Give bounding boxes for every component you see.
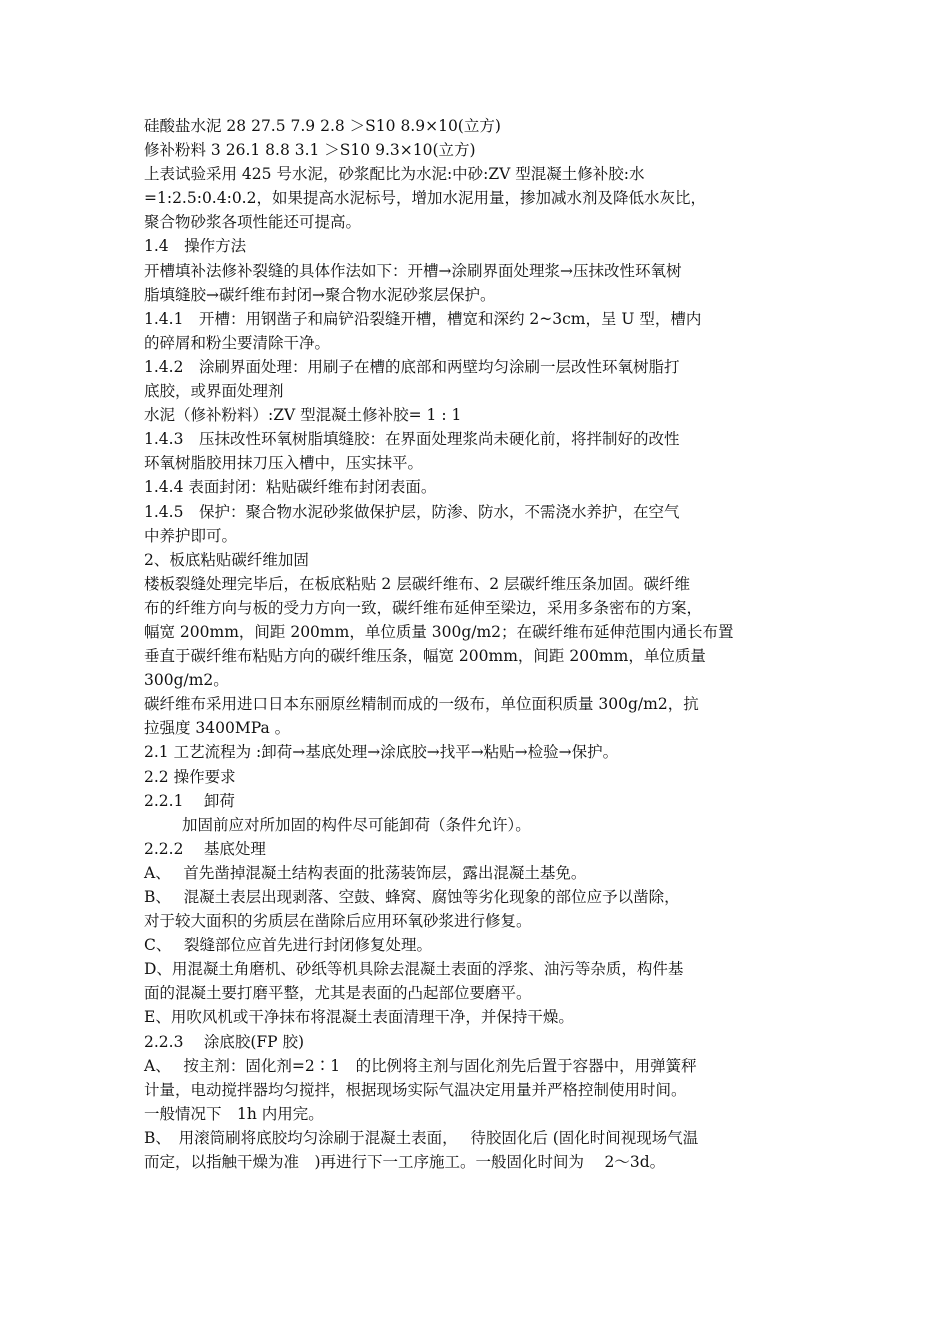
section-heading: 2.2 操作要求 <box>144 767 236 786</box>
text-line: 1.4.3 压抹改性环氧树脂填缝胶：在界面处理浆尚未硬化前，将拌制好的改性 <box>144 430 680 449</box>
text-line: 面的混凝土要打磨平整，尤其是表面的凸起部位要磨平。 <box>144 984 532 1003</box>
text-line: 楼板裂缝处理完毕后，在板底粘贴 2 层碳纤维布、2 层碳纤维压条加固。碳纤维 <box>144 574 691 593</box>
text-line: 修补粉料 3 26.1 8.8 3.1 ＞S10 9.3×10(立方) <box>144 141 476 160</box>
text-line: 1.4.2 涂刷界面处理：用刷子在槽的底部和两壁均匀涂刷一层改性环氧树脂打 <box>144 357 680 376</box>
text-line: 幅宽 200mm，间距 200mm，单位质量 300g/m2；在碳纤维布延伸范围内通长布置 <box>144 622 734 641</box>
text-line: 1.4.1 开槽：用钢凿子和扁铲沿裂缝开槽，槽宽和深约 2~3cm，呈 U 型，槽内 <box>144 309 702 328</box>
text-line: 上表试验采用 425 号水泥，砂浆配比为水泥:中砂:ZV 型混凝土修补胶:水 <box>144 165 645 184</box>
section-heading: 2、板底粘贴碳纤维加固 <box>144 550 309 569</box>
section-heading: 2.2.1 卸荷 <box>144 791 235 810</box>
text-line: 计量，电动搅拌器均匀搅拌，根据现场实际气温决定用量并严格控制使用时间。 <box>144 1080 687 1099</box>
text-line: 1.4.5 保护：聚合物水泥砂浆做保护层，防渗、防水，不需浇水养护，在空气 <box>144 502 680 521</box>
text-line: C、 裂缝部位应首先进行封闭修复处理。 <box>144 936 433 955</box>
text-line: D、用混凝土角磨机、砂纸等机具除去混凝土表面的浮浆、油污等杂质，构件基 <box>144 960 684 979</box>
text-line: 加固前应对所加固的构件尽可能卸荷（条件允许）。 <box>182 815 531 834</box>
text-line: 底胶，或界面处理剂 <box>144 382 284 401</box>
text-line: 开槽填补法修补裂缝的具体作法如下：开槽→涂刷界面处理浆→压抹改性环氧树 <box>144 261 682 280</box>
text-line: B、 用滚筒刷将底胶均匀涂刷于混凝土表面， 待胶固化后 (固化时间视现场气温 <box>144 1128 699 1147</box>
text-line: 对于较大面积的劣质层在凿除后应用环氧砂浆进行修复。 <box>144 912 532 931</box>
text-line: E、用吹风机或干净抹布将混凝土表面清理干净，并保持干燥。 <box>144 1008 574 1027</box>
text-line: 环氧树脂胶用抹刀压入槽中，压实抹平。 <box>144 454 424 473</box>
text-line: 脂填缝胶→碳纤维布封闭→聚合物水泥砂浆层保护。 <box>144 285 496 304</box>
text-line: A、 首先凿掉混凝土结构表面的批荡装饰层，露出混凝土基免。 <box>144 863 587 882</box>
text-line: 碳纤维布采用进口日本东丽原丝精制而成的一级布，单位面积质量 300g/m2，抗 <box>144 695 699 714</box>
text-line: 拉强度 3400MPa 。 <box>144 719 291 738</box>
section-heading: 1.4 操作方法 <box>144 237 247 256</box>
text-line: 中养护即可。 <box>144 526 238 545</box>
text-line: A、 按主剂：固化剂=2∶1 的比例将主剂与固化剂先后置于容器中，用弹簧秤 <box>144 1056 697 1075</box>
text-line: 1.4.4 表面封闭：粘贴碳纤维布封闭表面。 <box>144 478 437 497</box>
section-heading: 2.2.3 涂底胶(FP 胶) <box>144 1032 305 1051</box>
text-line: 布的纤维方向与板的受力方向一致，碳纤维布延伸至梁边，采用多条密布的方案， <box>144 598 703 617</box>
document-body <box>144 114 816 1174</box>
text-line: 硅酸盐水泥 28 27.5 7.9 2.8 ＞S10 8.9×10(立方) <box>144 117 501 135</box>
text-line: 而定，以指触干燥为准 )再进行下一工序施工。一般固化时间为 2～3d。 <box>144 1153 666 1172</box>
text-line: 的碎屑和粉尘要清除干净。 <box>144 333 331 352</box>
text-line: 2.1 工艺流程为 :卸荷→基底处理→涂底胶→找平→粘贴→检验→保护。 <box>144 743 619 762</box>
text-line: 垂直于碳纤维布粘贴方向的碳纤维压条，幅宽 200mm，间距 200mm，单位质量 <box>144 647 706 666</box>
text-line: 水泥（修补粉料）:ZV 型混凝土修补胶= 1 : 1 <box>144 406 462 425</box>
text-line: =1:2.5:0.4:0.2，如果提高水泥标号，增加水泥用量，掺加减水剂及降低水灰比， <box>144 189 706 208</box>
text-line: 一般情况下 1h 内用完。 <box>144 1104 324 1123</box>
section-heading: 2.2.2 基底处理 <box>144 839 266 858</box>
text-line: 300g/m2。 <box>144 671 229 690</box>
text-line: B、 混凝土表层出现剥落、空鼓、蜂窝、腐蚀等劣化现象的部位应予以凿除， <box>144 888 680 906</box>
text-line: 聚合物砂浆各项性能还可提高。 <box>144 213 362 232</box>
